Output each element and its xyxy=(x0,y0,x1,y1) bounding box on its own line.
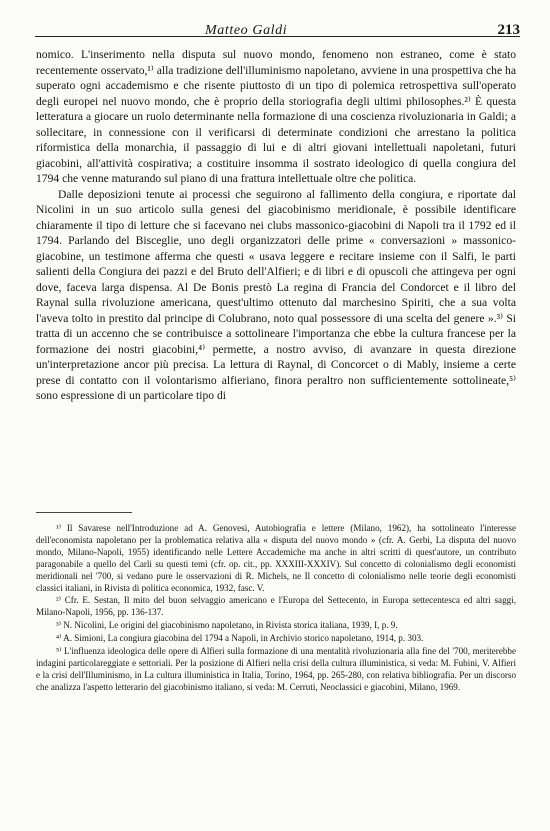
paragraph: nomico. L'inserimento nella disputa sul nuovo mondo, fenomeno non estraneo, come è stato recentemente osservato,¹⁾ alla tradizione dell'illuminismo napoletano, avviene in una prospettiva che ha superato ogni accademismo e che risente piuttosto di un tipo di polemica retrospettiva sull'operato degli europei nel nuovo mondo, che è proprio della storiografia degli ultimi philosophes.²⁾ È questa letteratura a giocare un ruolo determinante nella formazione di una coscienza rivoluzionaria in Galdi; a sollecitare, in connessione con il verificarsi di determinate condizioni che arrestano la politica riformistica della monarchia, il passaggio di lui e di altri giovani intellettuali napoletani, futuri giacobini, all'attività cospirativa; a costituire insomma il sostrato ideologico di quella congiura del 1794 che venne maturando sul piano di una frattura intellettuale oltre che politica. xyxy=(36,48,516,185)
footnote: ⁵⁾ L'influenza ideologica delle opere di Alfieri sulla formazione di una mentalità rivoluzionaria alla fine del '700, meriterebbe indagini particolareggiate e settoriali. Per la posizione di Alfieri nella crisi della cultura illuministica, si veda: M. Fubini, V. Alfieri e la crisi dell'Illuminismo, in La cultura illuministica in Italia, Torino, 1964, pp. 265-280, con relativa bibliografia. Per un discorso che analizza l'aspetto letterario del giacobinismo italiano, si veda: M. Cerruti, Neoclassici e giacobini, Milano, 1969. xyxy=(36,646,516,692)
footnote-rule xyxy=(36,512,132,513)
paragraph: Dalle deposizioni tenute ai processi che seguirono al fallimento della congiura, e riportate dal Nicolini in un suo articolo sulla genesi del giacobinismo meridionale, è possibile identificare chiaramente il tipo di letture che si facevano nei clubs massonico-giacobini di Napoli tra il 1792 ed il 1794. Parlando del Bisceglie, uno degli organizzatori delle prime « conversazioni » massonico-giacobine, un testimone afferma che questi « usava leggere e recitare insieme con il Salfi, le parti salienti della Congiura dei pazzi e del Bruto dell'Alfieri; e di libri e di opuscoli che attingeva per ogni dove, faceva larga dispensa. Al De Bonis prestò La regina di Francia del Condorcet e il libro del Raynal sulla rivoluzione americana, quest'ultimo ottenuto dal marchesino Spiriti, che a sua volta l'aveva tolto in prestito dal principe di Colubrano, noto qual possessore di una scelta del genere ».³⁾ Si tratta di un accenno che se contribuisce a sottolineare l'importanza che ebbe la cultura francese per la formazione dei nostri giacobini,⁴⁾ permette, a nostro avviso, di avanzare in questa direzione un'interpretazione ancor più precisa. La lettura di Raynal, di Concorcet o di Mably, insieme a certe prese di contatto con il volontarismo alfieriano, finora peraltro non sufficientemente sottolineate,⁵⁾ sono espressione di un particolare tipo di xyxy=(36,187,516,402)
footnote: ¹⁾ Il Savarese nell'Introduzione ad A. Genovesi, Autobiografia e lettere (Milano, 1962), ha sottolineato l'interesse dell'economista napoletano per la problematica relativa alla « disputa del nuovo mondo » (cfr. A. Gerbi, La disputa del nuovo mondo, Milano-Napoli, 1955) identificando nelle Lettere Accademiche ma anche in altri scritti di quest'autore, un contributo paragonabile a quello del Carli su questi temi (cfr. op. cit., pp. XXXIII-XXXIV). Sul concetto di colonialismo degli economisti meridionali nel '700, si vedano pure le osservazioni di R. Michels, ne Il concetto di colonialismo nelle teorie degli economisti classici italiani, in Rivista di politica economica, 1932, fasc. V. xyxy=(36,523,516,593)
footnote: ³⁾ N. Nicolini, Le origini del giacobinismo napoletano, in Rivista storica italiana, 1939, I, p. 9. xyxy=(56,620,398,631)
header-rule xyxy=(35,36,520,37)
page-number: 213 xyxy=(497,22,520,38)
footnote: ²⁾ Cfr. E. Sestan, Il mito del buon selvaggio americano e l'Europa del Settecento, in Europa settecentesca ed altri saggi, Milano-Napoli, 1956, pp. 136-137. xyxy=(36,595,516,618)
main-text xyxy=(36,47,516,404)
footnote: ⁴⁾ A. Simioni, La congiura giacobina del 1794 a Napoli, in Archivio storico napoletano, 1914, p. 303. xyxy=(56,633,424,644)
footnotes xyxy=(36,523,516,694)
page-header xyxy=(0,10,550,38)
running-title: Matteo Galdi xyxy=(205,23,288,38)
